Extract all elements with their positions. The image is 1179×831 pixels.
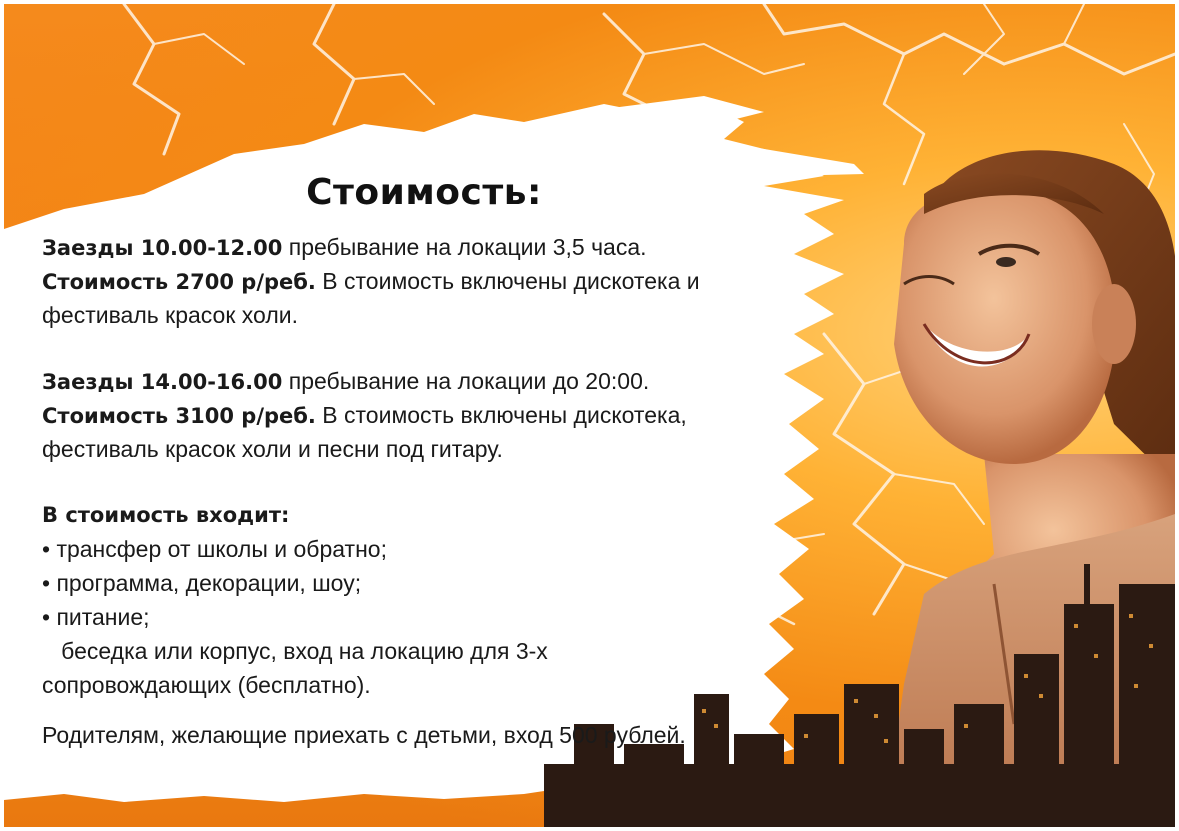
- session1-includes: В стоимость включены дискотека и: [315, 268, 700, 294]
- session2-stay: пребывание на локации до 20:00.: [282, 368, 650, 394]
- parents-note: Родителям, желающие приехать с детьми, вход 500 рублей.: [42, 722, 686, 748]
- session1-price-line: [42, 264, 700, 299]
- session2-time: Заезды 14.00-16.00: [42, 370, 283, 394]
- poster: [4, 4, 1175, 827]
- page-title: Стоимость:: [306, 172, 542, 213]
- session2-includes: В стоимость включены дискотека,: [315, 402, 687, 428]
- included-extra-cont: сопровождающих (бесплатно).: [42, 672, 371, 698]
- included-item: • программа, декорации, шоу;: [42, 570, 362, 596]
- price-info-content: [4, 4, 1175, 827]
- included-item: • питание;: [42, 604, 150, 630]
- session2-includes-cont: фестиваль красок холи и песни под гитару.: [42, 436, 503, 462]
- session1-time-line: [42, 230, 647, 265]
- session2-price-line: [42, 398, 687, 433]
- session2-time-line: [42, 364, 649, 399]
- session1-price: Стоимость 2700 р/реб.: [42, 270, 316, 294]
- session2-price: Стоимость 3100 р/реб.: [42, 404, 316, 428]
- session1-includes-cont: фестиваль красок холи.: [42, 302, 298, 328]
- session1-stay: пребывание на локации 3,5 часа.: [282, 234, 647, 260]
- included-extra: беседка или корпус, вход на локацию для 3-х: [42, 638, 548, 664]
- session1-time: Заезды 10.00-12.00: [42, 236, 283, 260]
- included-item: • трансфер от школы и обратно;: [42, 536, 387, 562]
- included-heading: В стоимость входит:: [42, 503, 290, 527]
